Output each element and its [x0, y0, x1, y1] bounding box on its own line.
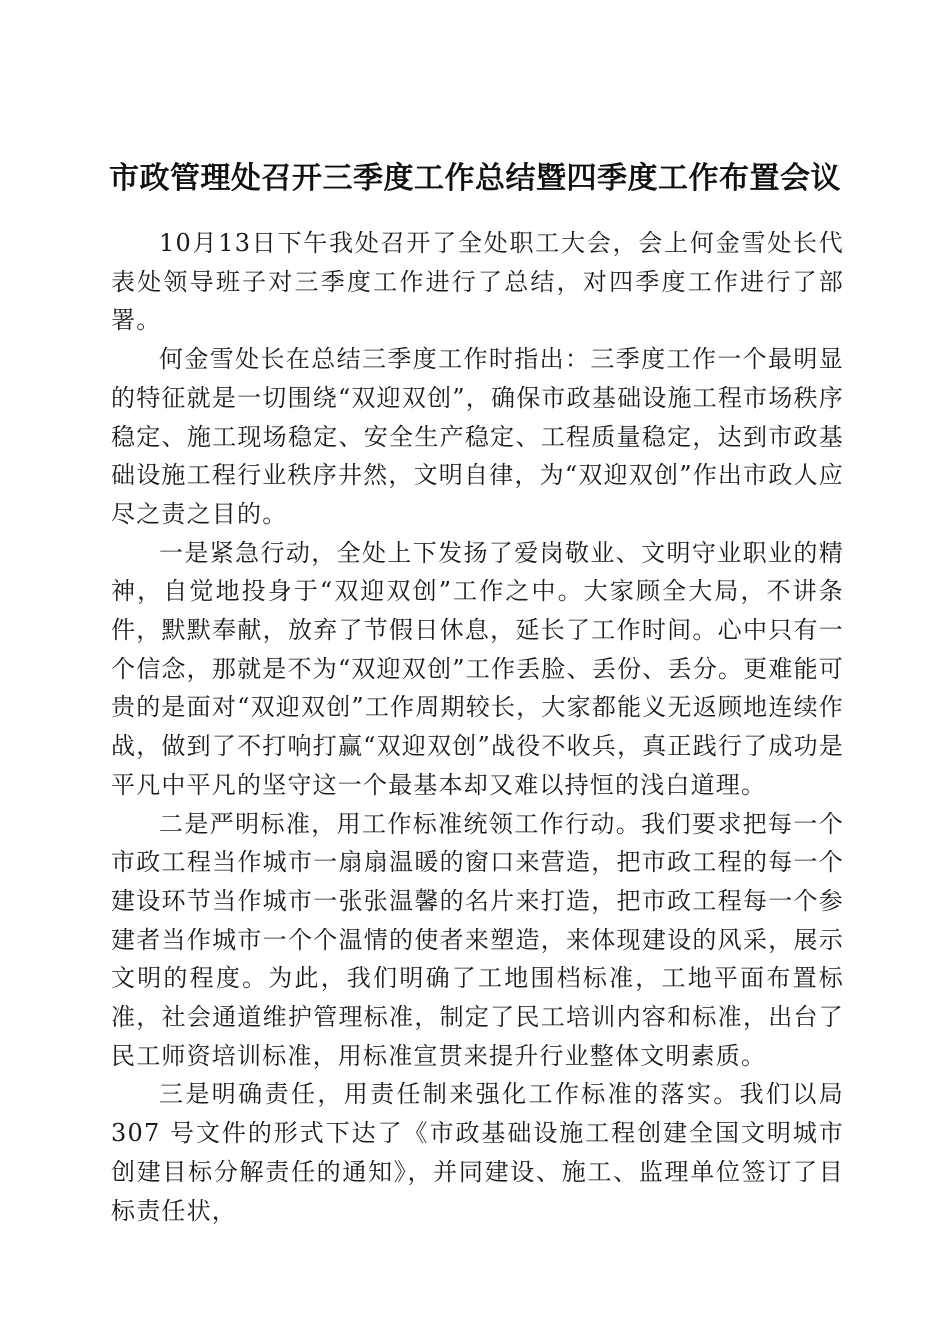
paragraph-4: 二是严明标准，用工作标准统领工作行动。我们要求把每一个市政工程当作城市一扇扇温暖的窗口来营造，把市政工程的每一个建设环节当作城市一张张温馨的名片来打造，把市政工程每一个参建者当作城市一个个温情的使者来塑造，来体现建设的风采，展示文明的程度。为此，我们明确了工地围档标准，工地平面布置标准，社会通道维护管理标准，制定了民工培训内容和标准，出台了民工师资培训标准，用标准宣贯来提升行业整体文明素质。	[111, 809, 844, 1070]
document-title: 市政管理处召开三季度工作总结暨四季度工作布置会议	[109, 161, 841, 196]
paragraph-5: 三是明确责任，用责任制来强化工作标准的落实。我们以局 307 号文件的形式下达了《市政基础设施工程创建全国文明城市创建目标分解责任的通知》，并同建设、施工、监理单位签订了目标责任状，	[111, 1080, 844, 1225]
paragraph-1: 10月13日下午我处召开了全处职工大会，会上何金雪处长代表处领导班子对三季度工作进行了总结，对四季度工作进行了部署。	[111, 229, 844, 335]
paragraph-3: 一是紧急行动，全处上下发扬了爱岗敬业、文明守业职业的精神，自觉地投身于“双迎双创”工作之中。大家顾全大局，不讲条件，默默奉献，放弃了节假日休息，延长了工作时间。心中只有一个信念，那就是不为“双迎双创”工作丢脸、丢份、丢分。更难能可贵的是面对“双迎双创”工作周期较长，大家都能义无返顾地连续作战，做到了不打响打赢“双迎双创”战役不收兵，真正践行了成功是平凡中平凡的坚守这一个最基本却又难以持恒的浅白道理。	[111, 538, 844, 799]
document-body	[111, 224, 844, 1230]
paragraph-2: 何金雪处长在总结三季度工作时指出：三季度工作一个最明显的特征就是一切围绕“双迎双创”，确保市政基础设施工程市场秩序稳定、施工现场稳定、安全生产稳定、工程质量稳定，达到市政基础设施工程行业秩序井然，文明自律，为“双迎双创”作出市政人应尽之责之目的。	[111, 345, 844, 528]
